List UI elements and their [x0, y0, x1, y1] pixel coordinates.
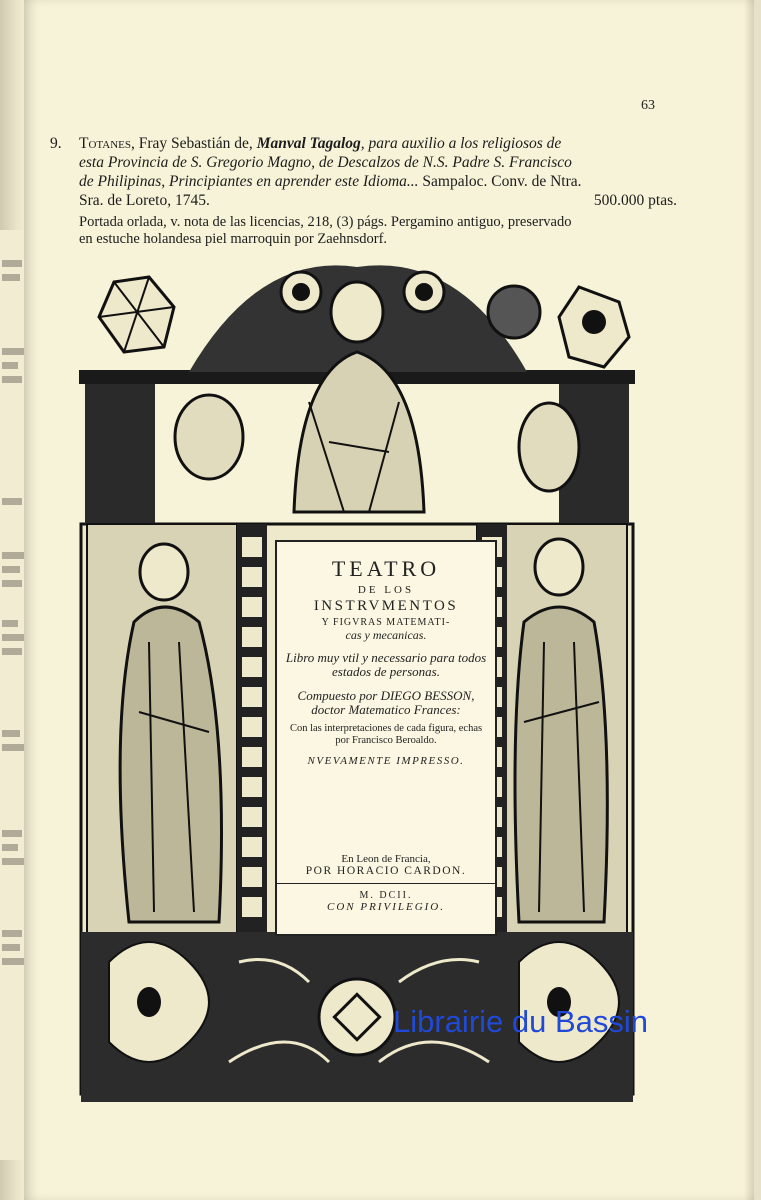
entry-title-cont: , para auxilio a los religiosos de: [360, 135, 562, 152]
book-printer: POR HORACIO CARDON.: [305, 865, 467, 877]
book-author-line-2: doctor Matematico Frances:: [311, 702, 461, 717]
book-title: TEATRO: [331, 556, 441, 581]
book-subtitle-1: DE LOS: [357, 584, 415, 596]
page-number: 63: [641, 98, 655, 113]
entry-title: Manval Tagalog: [256, 135, 361, 152]
previous-page-edge: [0, 230, 27, 1160]
description-line-1: Portada orlada, v. nota de las licencias, 218, (3) págs. Pergamino antiguo, preservado: [79, 214, 572, 230]
book-subtitle-4: cas y mecanicas.: [345, 628, 427, 642]
entry-line-4: [79, 191, 689, 210]
book-author-line-1: Compuesto por DIEGO BESSON,: [297, 688, 475, 703]
entry-line-2: esta Provincia de S. Gregorio Magno, de Descalzos de N.S. Padre S. Francisco: [79, 154, 572, 171]
catalogue-page: [24, 0, 754, 1200]
entry-author: Totanes: [79, 135, 131, 152]
book-interpreter-line-1: Con las interpretaciones de cada figura, echas: [289, 723, 483, 734]
entry-body: [79, 134, 689, 248]
entry-imprint-cont: Sra. de Loreto, 1745.: [79, 192, 210, 209]
book-interpreter: [277, 723, 495, 747]
book-subtitle-3: Y FIGVRAS MATEMATI-: [321, 617, 451, 628]
book-author: [277, 689, 495, 717]
entry-line-3: [79, 172, 689, 191]
entry-description: [79, 214, 689, 248]
book-description-line-1: Libro muy vtil y necessario para todos: [285, 650, 487, 665]
book-privilege: CON PRIVILEGIO.: [327, 901, 445, 913]
book-subtitle-2: INSTRVMENTOS: [313, 598, 459, 614]
cartouche-rule: [277, 883, 495, 884]
entry-line-1: [79, 134, 689, 153]
book-date: M. DCII.: [359, 890, 413, 901]
book-place: En Leon de Francia,: [341, 853, 431, 865]
book-interpreter-line-2: por Francisco Beroaldo.: [335, 735, 437, 746]
seller-watermark: Librairie du Bassin: [393, 1004, 649, 1039]
title-cartouche: [275, 540, 497, 936]
page-shadow: [744, 0, 754, 1200]
entry-title-end: de Philipinas, Principiantes en aprender este Idioma...: [79, 173, 419, 190]
entry-author-rest: , Fray Sebastián de,: [130, 135, 257, 152]
book-description-line-2: estados de personas.: [332, 664, 440, 679]
description-line-2: en estuche holandesa piel marroquin por Zaehnsdorf.: [79, 231, 388, 247]
book-edition: NVEVAMENTE IMPRESSO.: [307, 755, 465, 767]
entry-price: 500.000 ptas.: [593, 192, 677, 209]
entry-imprint: Sampaloc. Conv. de Ntra.: [418, 173, 582, 190]
entry-number: 9.: [50, 135, 62, 152]
book-description: [277, 651, 495, 679]
printer-device-space: [277, 767, 495, 853]
engraved-title-page: [79, 262, 635, 1108]
